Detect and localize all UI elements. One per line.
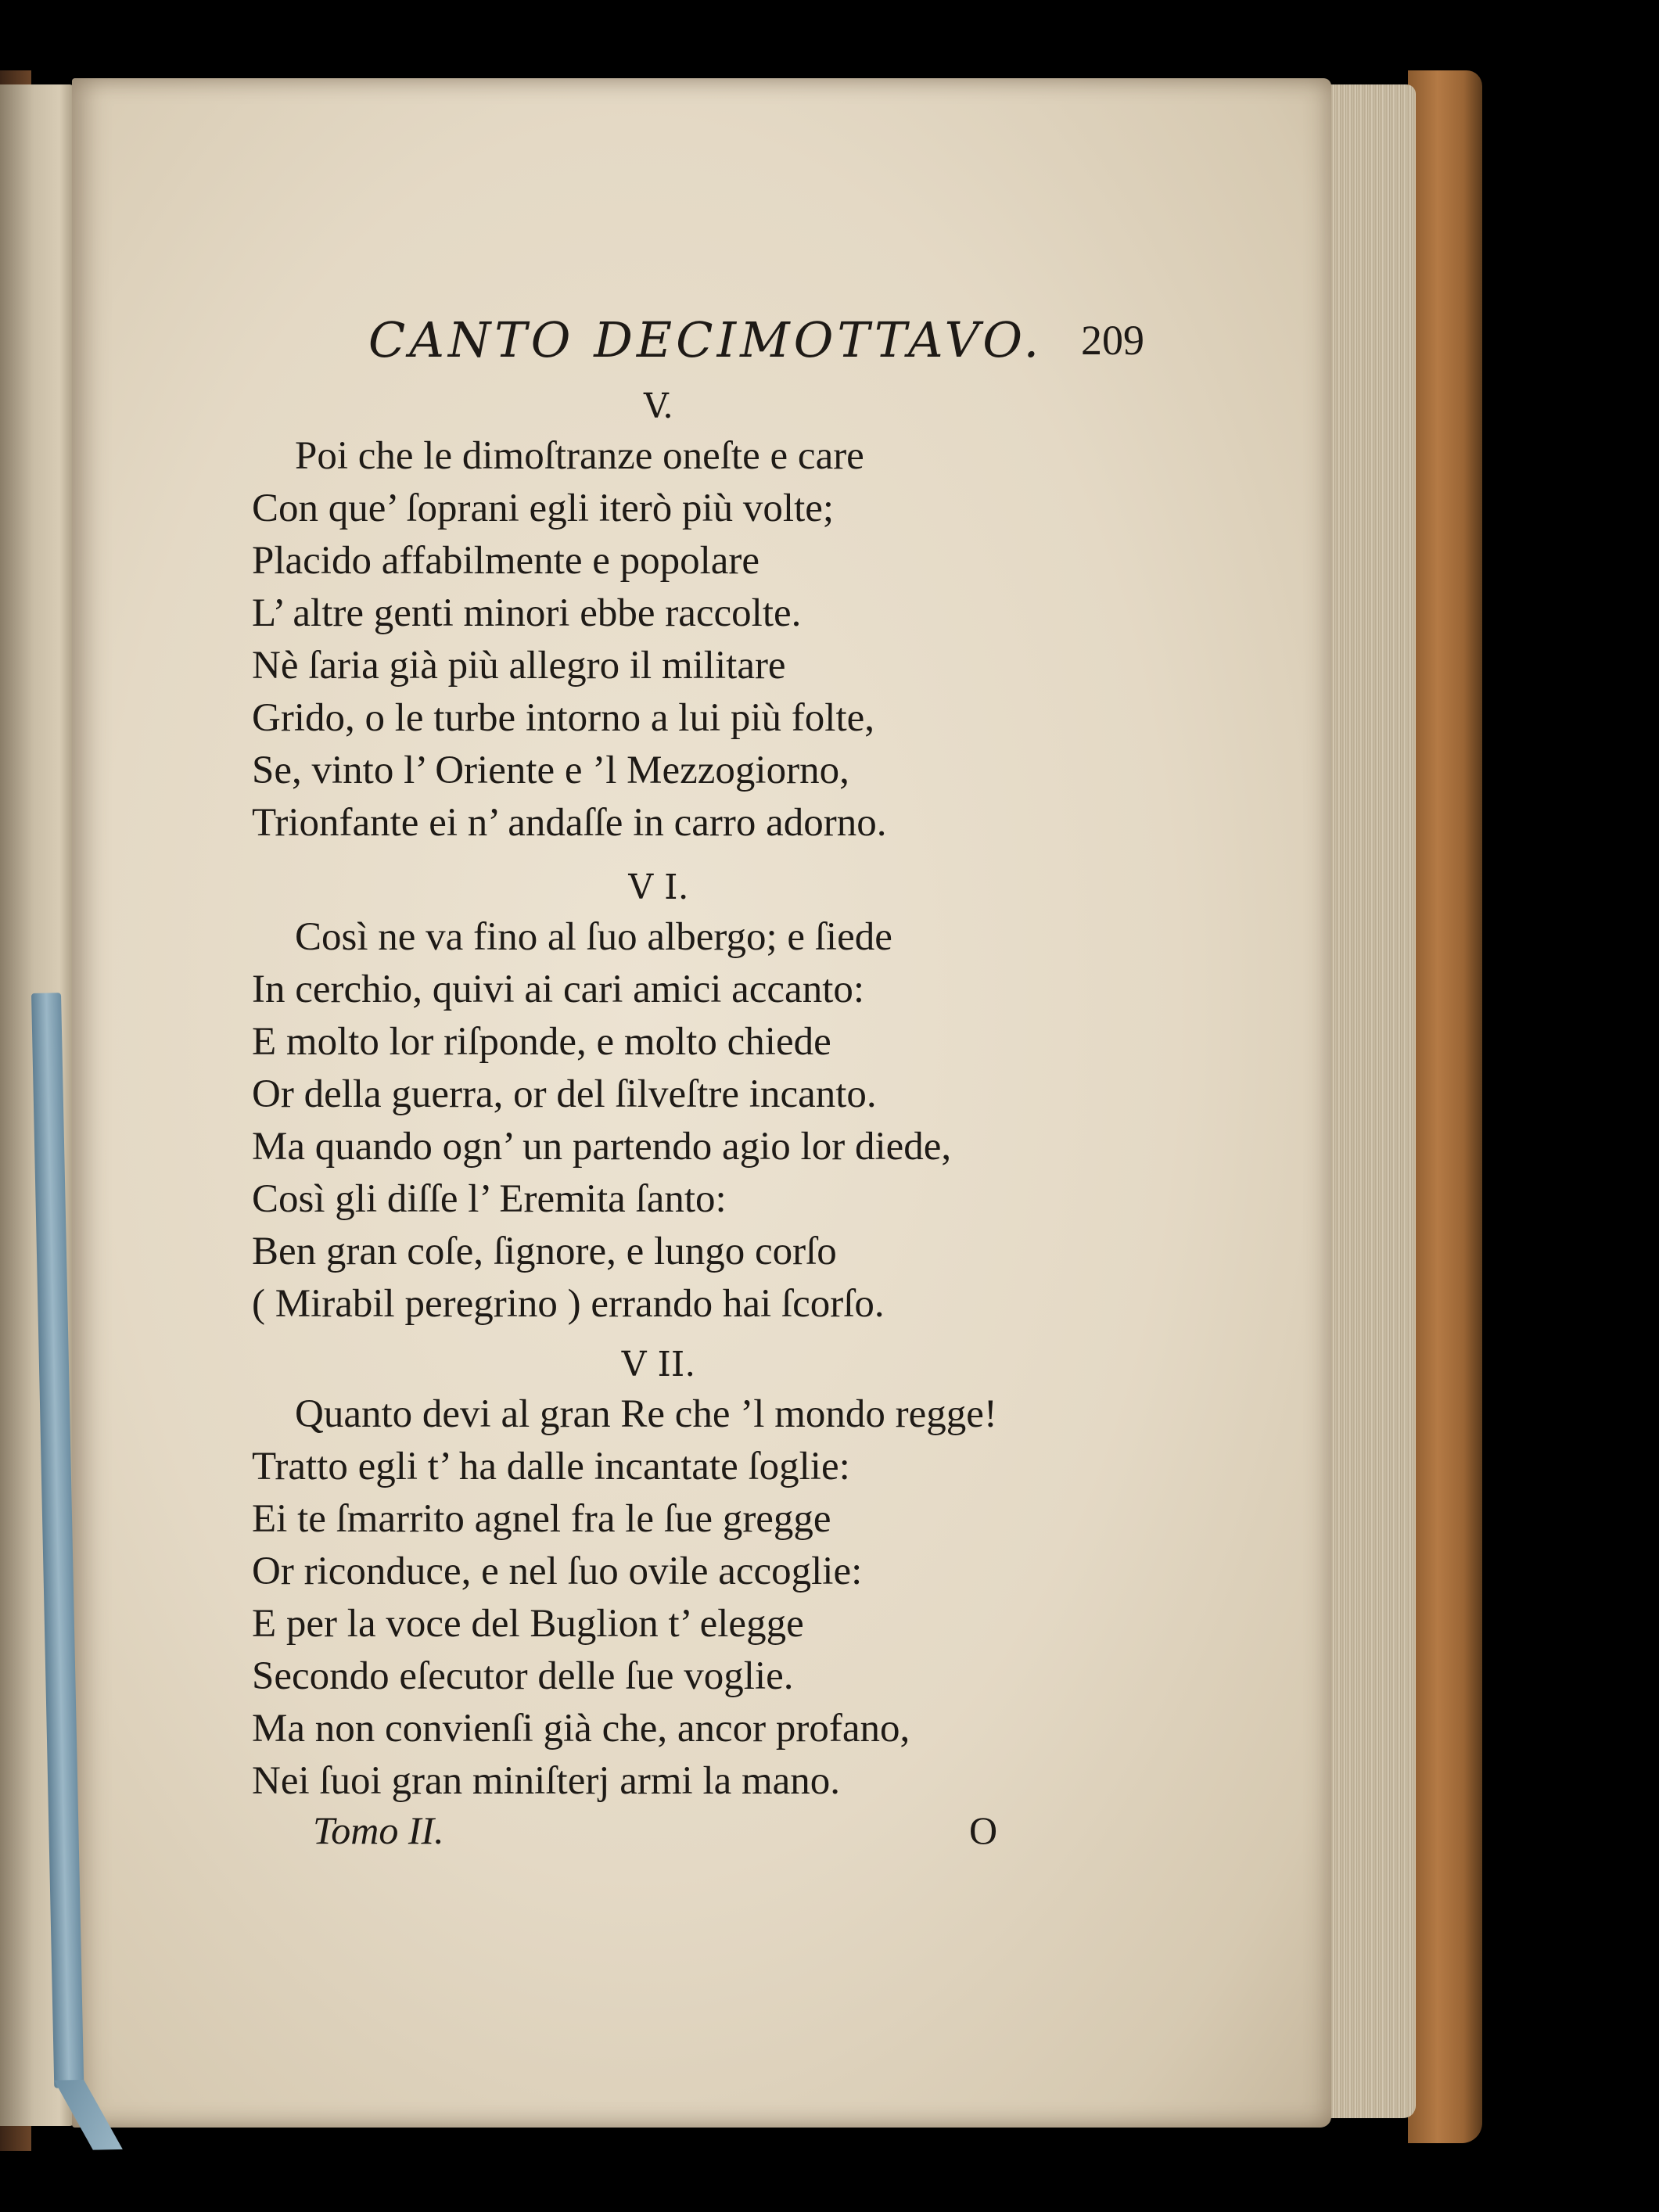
verse-line: Nè ſaria già più allegro il militare [252,644,786,688]
stanza-number: V II. [621,1345,696,1384]
verse-line: Quanto devi al gran Re che ’l mondo regge! [295,1392,997,1436]
verse-line: Ma non convienſi già che, ancor profano, [252,1707,910,1751]
stanza [252,430,1347,849]
verse-line: Grido, o le turbe intorno a lui più folte, [252,696,875,740]
book-page [72,78,1331,2128]
verse-line: Così ne va fino al ſuo albergo; e ſiede [295,915,892,959]
verse-line: Ma quando ogn’ un partendo agio lor diede, [252,1125,952,1169]
verse-line: E molto lor riſponde, e molto chiede [252,1020,831,1064]
verse-line: Se, vinto l’ Oriente e ’l Mezzogiorno, [252,749,849,792]
verse-line: Trionfante ei n’ andaſſe in carro adorno. [252,801,887,845]
verse-line: Placido affabilmente e popolare [252,539,760,583]
verse-line: Ei te ſmarrito agnel fra le ſue gregge [252,1497,831,1541]
verse-line: Nei ſuoi gran miniſterj armi la mano. [252,1759,841,1803]
verse-line: In cerchio, quivi ai cari amici accanto: [252,968,865,1011]
back-cover [1408,70,1482,2143]
stanza-number: V I. [628,867,689,907]
running-head: CANTO DECIMOTTAVO. [368,311,1043,368]
verse-line: Or riconduce, e nel ſuo ovile accoglie: [252,1549,863,1593]
page-number: 209 [1081,317,1144,364]
page-footer [252,1803,1190,1858]
verse-line: Tratto egli t’ ha dalle incantate ſoglie: [252,1445,850,1488]
stanza-number: V. [643,386,674,426]
stanza [252,1388,1347,1808]
verse-line: Con que’ ſoprani egli iterò più volte; [252,487,835,530]
verse-line: ( Mirabil peregrino ) errando hai ſcorſo. [252,1282,885,1326]
verse-line: Ben gran coſe, ſignore, e lungo corſo [252,1230,837,1273]
verse-line: E per la voce del Buglion t’ elegge [252,1602,804,1646]
signature-mark: O [969,1808,998,1852]
verse-line: L’ altre genti minori ebbe raccolte. [252,591,802,635]
volume-label: Tomo II. [313,1808,444,1852]
verse-line: Or della guerra, or del ſilveſtre incanto. [252,1072,877,1116]
verse-line: Secondo eſecutor delle ſue voglie. [252,1654,794,1698]
verse-line: Poi che le dimoſtranze oneſte e care [295,434,864,478]
stanza [252,911,1347,1330]
verse-line: Così gli diſſe l’ Eremita ſanto: [252,1177,727,1221]
